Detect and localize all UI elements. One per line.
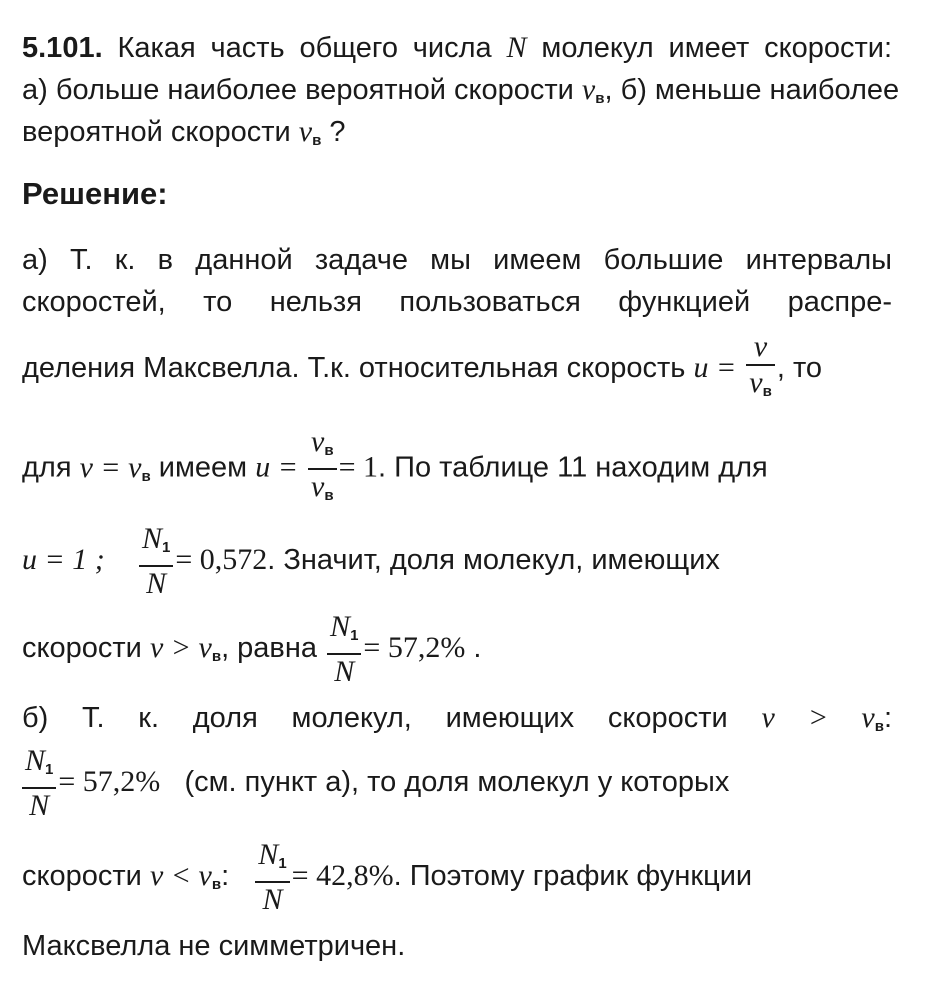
fraction-v-over-vv: $\frac{v}{v_в}$ [746, 330, 775, 409]
equal-word: , равна [221, 632, 317, 664]
solution-heading: Решение: [22, 176, 168, 211]
fraction-N1-over-N-3: $\frac{N_1}{N}$ [22, 744, 56, 823]
fraction-N1-over-N-4: $\frac{N_1}{N}$ [255, 838, 289, 917]
equals-0572: = 0,572 [175, 543, 268, 576]
fraction-N1-over-N: $\frac{N_1}{N}$ [139, 522, 173, 601]
solution-b-line-2 [22, 742, 892, 823]
b-line1-text: б) Т. к. доля молекул, имеющих скорости [22, 702, 728, 734]
v-eq-vv: $v = v_в$ [79, 450, 151, 485]
v-lt-vv: $v < v_в$ [149, 859, 222, 893]
solution-a-line-5 [22, 520, 892, 601]
problem-line-1 [22, 30, 892, 66]
solution-b-line-3 [22, 836, 892, 925]
problem-text-2b: , б) меньше наиболее [604, 74, 900, 106]
for-word: для [22, 451, 72, 484]
a-line3-end: , то [776, 352, 823, 385]
problem-text-2a: а) больше наиболее вероятной скорости [22, 74, 574, 106]
a-line3-text: деления Максвелла. Т.к. относительная скорость [22, 352, 686, 385]
v-gt-vv: $v > v_в$ [149, 631, 222, 665]
solution-a-line-2: скоростей, то нельзя пользоваться функцией распре- [22, 286, 892, 318]
u-equals-one: u = 1 ; [22, 543, 105, 576]
solution-a-line-4 [22, 425, 892, 513]
problem-number: 5.101. [22, 32, 103, 64]
problem-line-2 [22, 72, 900, 117]
have-word: имеем [158, 451, 248, 484]
var-N: N [506, 31, 527, 64]
u-equals: u = [693, 351, 737, 385]
var-v: $v_в$ [581, 73, 605, 107]
a-line5-end: . Значит, доля молекул, имеющих [267, 544, 720, 576]
b-line3-end: . Поэтому график функции [393, 860, 753, 892]
period: . [473, 632, 482, 664]
solution-a-line-3 [22, 330, 892, 409]
equals-572-b: = 57,2% [58, 765, 161, 798]
question-mark: ? [329, 116, 346, 148]
v-gt-vv-2: $v > v_в$ [761, 701, 884, 735]
problem-text-3: вероятной скорости [22, 116, 291, 148]
a-line4-end: . По таблице 11 находим для [377, 451, 768, 484]
fraction-vv-over-vv: $\frac{v_в}{v_в}$ [308, 425, 337, 513]
solution-a-line-6 [22, 608, 892, 697]
problem-line-3 [22, 114, 892, 159]
fraction-N1-over-N-2: $\frac{N_1}{N}$ [327, 610, 361, 689]
solution-b-line-4: Максвелла не симметричен. [22, 930, 406, 962]
speeds-word: скорости [22, 632, 142, 664]
u-equals-2: u = [255, 450, 298, 484]
problem-text-1-end: молекул имеет скорости: [541, 32, 893, 64]
solution-b-line-1 [22, 700, 892, 745]
solution-a-line-1: а) Т. к. в данной задаче мы имеем большие интервалы [22, 244, 892, 276]
problem-text-1: Какая часть общего числа [117, 32, 492, 64]
speeds-word-2: скорости [22, 860, 142, 892]
equals-572: = 57,2% [363, 631, 466, 664]
equals-one: = 1 [338, 450, 378, 484]
b-line2-end: (см. пункт а), то доля молекул у которых [184, 766, 730, 798]
colon-2: : [221, 860, 230, 892]
colon: : [883, 702, 892, 734]
equals-428: = 42,8% [291, 859, 394, 892]
var-v: $v_в$ [298, 115, 322, 149]
